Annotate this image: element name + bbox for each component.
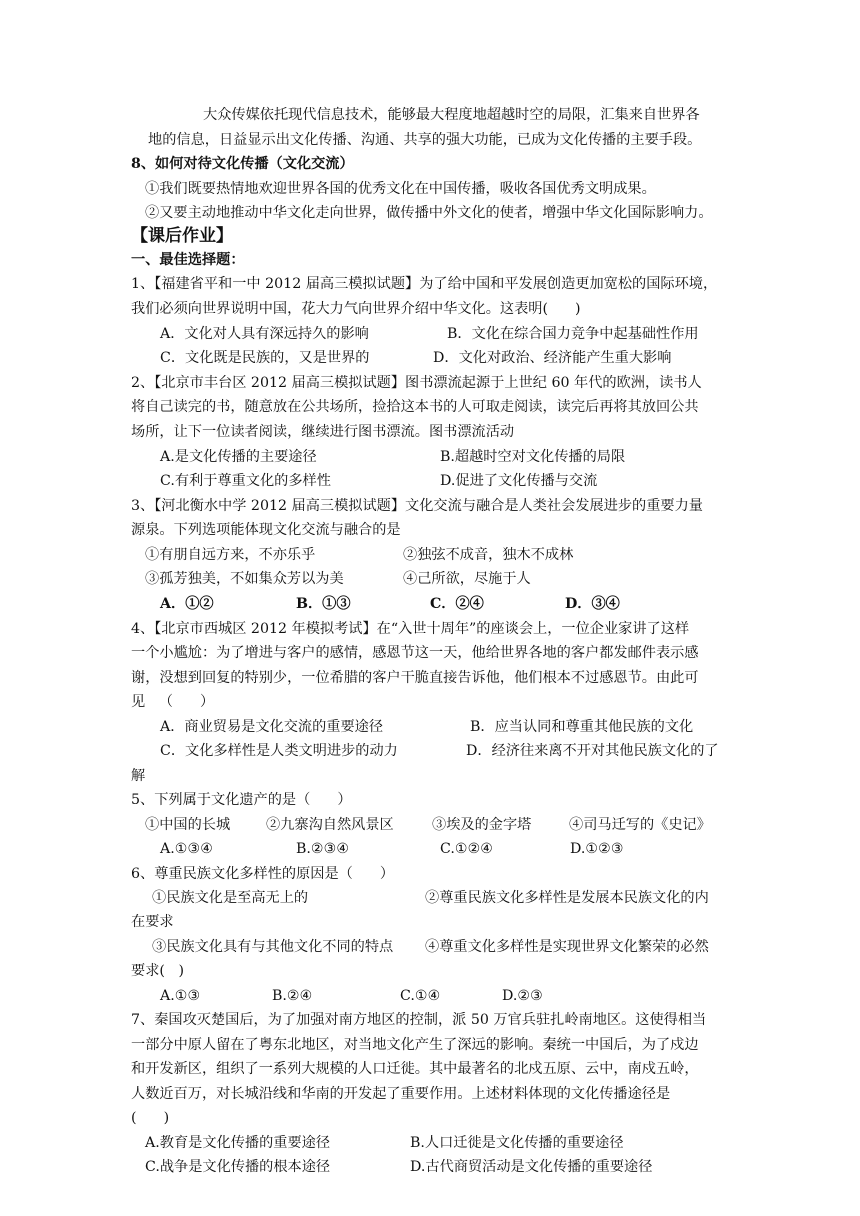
- q4-line-1: 4、【北京市西城区 2012 年模拟考试】在“入世十周年”的座谈会上，一位企业家讲了这样: [131, 621, 690, 637]
- section-8-point-2: ②又要主动地推动中华文化走向世界，做传播中外文化的使者，增强中华文化国际影响力。: [145, 205, 713, 221]
- q5-line-1: 5、下列属于文化遗产的是（ ）: [131, 792, 352, 808]
- q4-line-2: 一个小尴尬：为了增进与客户的感情，感恩节这一天，他给世界各地的客户都发邮件表示感: [131, 645, 699, 661]
- q6-option-d: D.②③: [502, 988, 543, 1004]
- q1-option-c: C．文化既是民族的，又是世界的: [160, 350, 370, 366]
- q3-line-1: 3、【河北衡水中学 2012 届高三模拟试题】文化交流与融合是人类社会发展进步的重要力量: [131, 498, 703, 514]
- q2-option-c: C.有利于尊重文化的多样性: [160, 473, 331, 489]
- q1-line-1: 1、【福建省平和一中 2012 届高三模拟试题】为了给中国和平发展创造更加宽松的国际环境，: [131, 276, 718, 292]
- q7-option-b: B.人口迁徙是文化传播的重要途径: [410, 1135, 624, 1151]
- q6-option-b: B.②④: [272, 988, 313, 1004]
- q5-option-d: D.①②③: [570, 841, 624, 857]
- q4-option-d-continued: 解: [131, 768, 146, 784]
- q2-line-1: 2、【北京市丰台区 2012 届高三模拟试题】图书漂流起源于上世纪 60 年代的欧洲，读书人: [131, 375, 702, 391]
- q2-option-b: B.超越时空对文化传播的局限: [440, 449, 626, 465]
- section-8-title: 8、如何对待文化传播（文化交流）: [131, 156, 354, 172]
- intro-line-1: 大众传媒依托现代信息技术，能够最大程度地超越时空的局限，汇集来自世界各: [203, 107, 700, 123]
- q4-line-4: 见 （ ）: [131, 694, 215, 710]
- q4-option-a: A．商业贸易是文化交流的重要途径: [160, 719, 384, 735]
- q3-option-b: B．①③: [296, 596, 351, 612]
- q2-line-2: 将自己读完的书，随意放在公共场所，捡拾这本书的人可取走阅读，读完后再将其放回公共: [131, 399, 699, 415]
- q3-statement-4: ④己所欲，尽施于人: [403, 571, 531, 587]
- q1-option-d: D．文化对政治、经济能产生重大影响: [433, 350, 672, 366]
- q5-option-b: B.②③④: [296, 841, 350, 857]
- q1-option-a: A．文化对人具有深远持久的影响: [160, 326, 369, 342]
- q2-option-d: D.促进了文化传播与交流: [440, 473, 598, 489]
- q5-statement-4: ④司马迁写的《史记》: [569, 817, 711, 833]
- q3-option-a: A．①②: [160, 596, 214, 612]
- q7-line-5: ( ): [131, 1110, 170, 1126]
- q7-option-c: C.战争是文化传播的根本途径: [145, 1159, 331, 1175]
- homework-subtitle: 一、最佳选择题：: [131, 252, 245, 268]
- q5-option-a: A.①③④: [160, 841, 213, 857]
- q5-option-c: C.①②④: [440, 841, 494, 857]
- q3-statement-3: ③孤芳独美，不如集众芳以为美: [145, 571, 344, 587]
- q5-statement-1: ①中国的长城: [145, 817, 231, 833]
- q6-statement-4: ④尊重文化多样性是实现世界文化繁荣的必然: [425, 939, 709, 955]
- q6-line-1: 6、尊重民族文化多样性的原因是（ ）: [131, 866, 395, 882]
- q6-statement-3: ③民族文化具有与其他文化不同的特点: [152, 939, 394, 955]
- q3-line-2: 源泉。下列选项能体现文化交流与融合的是: [131, 522, 401, 538]
- q6-statement-2: ②尊重民族文化多样性是发展本民族文化的内: [425, 890, 709, 906]
- q7-line-2: 一部分中原人留在了粤东北地区，对当地文化产生了深远的影响。秦统一中国后，为了戍边: [131, 1037, 699, 1053]
- q1-line-2: 我们必须向世界说明中国，花大力气向世界介绍中华文化。这表明( ): [131, 301, 581, 317]
- q2-option-a: A.是文化传播的主要途径: [160, 449, 317, 465]
- q6-statement-4-continued: 要求( ): [131, 963, 184, 979]
- q1-option-b: B．文化在综合国力竞争中起基础性作用: [447, 326, 699, 342]
- q6-option-c: C.①④: [400, 988, 441, 1004]
- section-8-point-1: ①我们既要热情地欢迎世界各国的优秀文化在中国传播，吸收各国优秀文明成果。: [145, 181, 656, 197]
- intro-line-2: 地的信息，日益显示出文化传播、沟通、共享的强大功能，已成为文化传播的主要手段。: [148, 132, 702, 148]
- q5-statement-3: ③埃及的金字塔: [432, 817, 532, 833]
- q3-statement-2: ②独弦不成音，独木不成林: [403, 547, 574, 563]
- q4-option-b: B．应当认同和尊重其他民族的文化: [470, 719, 694, 735]
- homework-title: 【课后作业】: [131, 226, 233, 246]
- q7-line-1: 7、秦国攻灭楚国后，为了加强对南方地区的控制，派 50 万官兵驻扎岭南地区。这使得相当: [131, 1012, 707, 1028]
- q2-line-3: 场所，让下一位读者阅读，继续进行图书漂流。图书漂流活动: [131, 424, 515, 440]
- q4-line-3: 谢，没想到回复的特别少，一位希腊的客户干脆直接告诉他，他们根本不过感恩节。由此可: [131, 670, 699, 686]
- q4-option-c: C．文化多样性是人类文明进步的动力: [160, 743, 398, 759]
- q5-statement-2: ②九寨沟自然风景区: [266, 817, 394, 833]
- q3-option-c: C．②④: [430, 596, 484, 612]
- q7-option-a: A.教育是文化传播的重要途径: [145, 1135, 331, 1151]
- q7-line-4: 人数近百万，对长城沿线和华南的开发起了重要作用。上述材料体现的文化传播途径是: [131, 1086, 671, 1102]
- q6-statement-2-continued: 在要求: [131, 914, 174, 930]
- q6-option-a: A.①③: [160, 988, 201, 1004]
- q6-statement-1: ①民族文化是至高无上的: [152, 890, 309, 906]
- q3-option-d: D．③④: [565, 596, 620, 612]
- q7-line-3: 和开发新区，组织了一系列大规模的人口迁徙。其中最著名的北戍五原、云中，南戍五岭，: [131, 1061, 699, 1077]
- q4-option-d: D．经济往来离不开对其他民族文化的了: [466, 743, 719, 759]
- q3-statement-1: ①有朋自远方来，不亦乐乎: [145, 547, 316, 563]
- q7-option-d: D.古代商贸活动是文化传播的重要途径: [410, 1159, 653, 1175]
